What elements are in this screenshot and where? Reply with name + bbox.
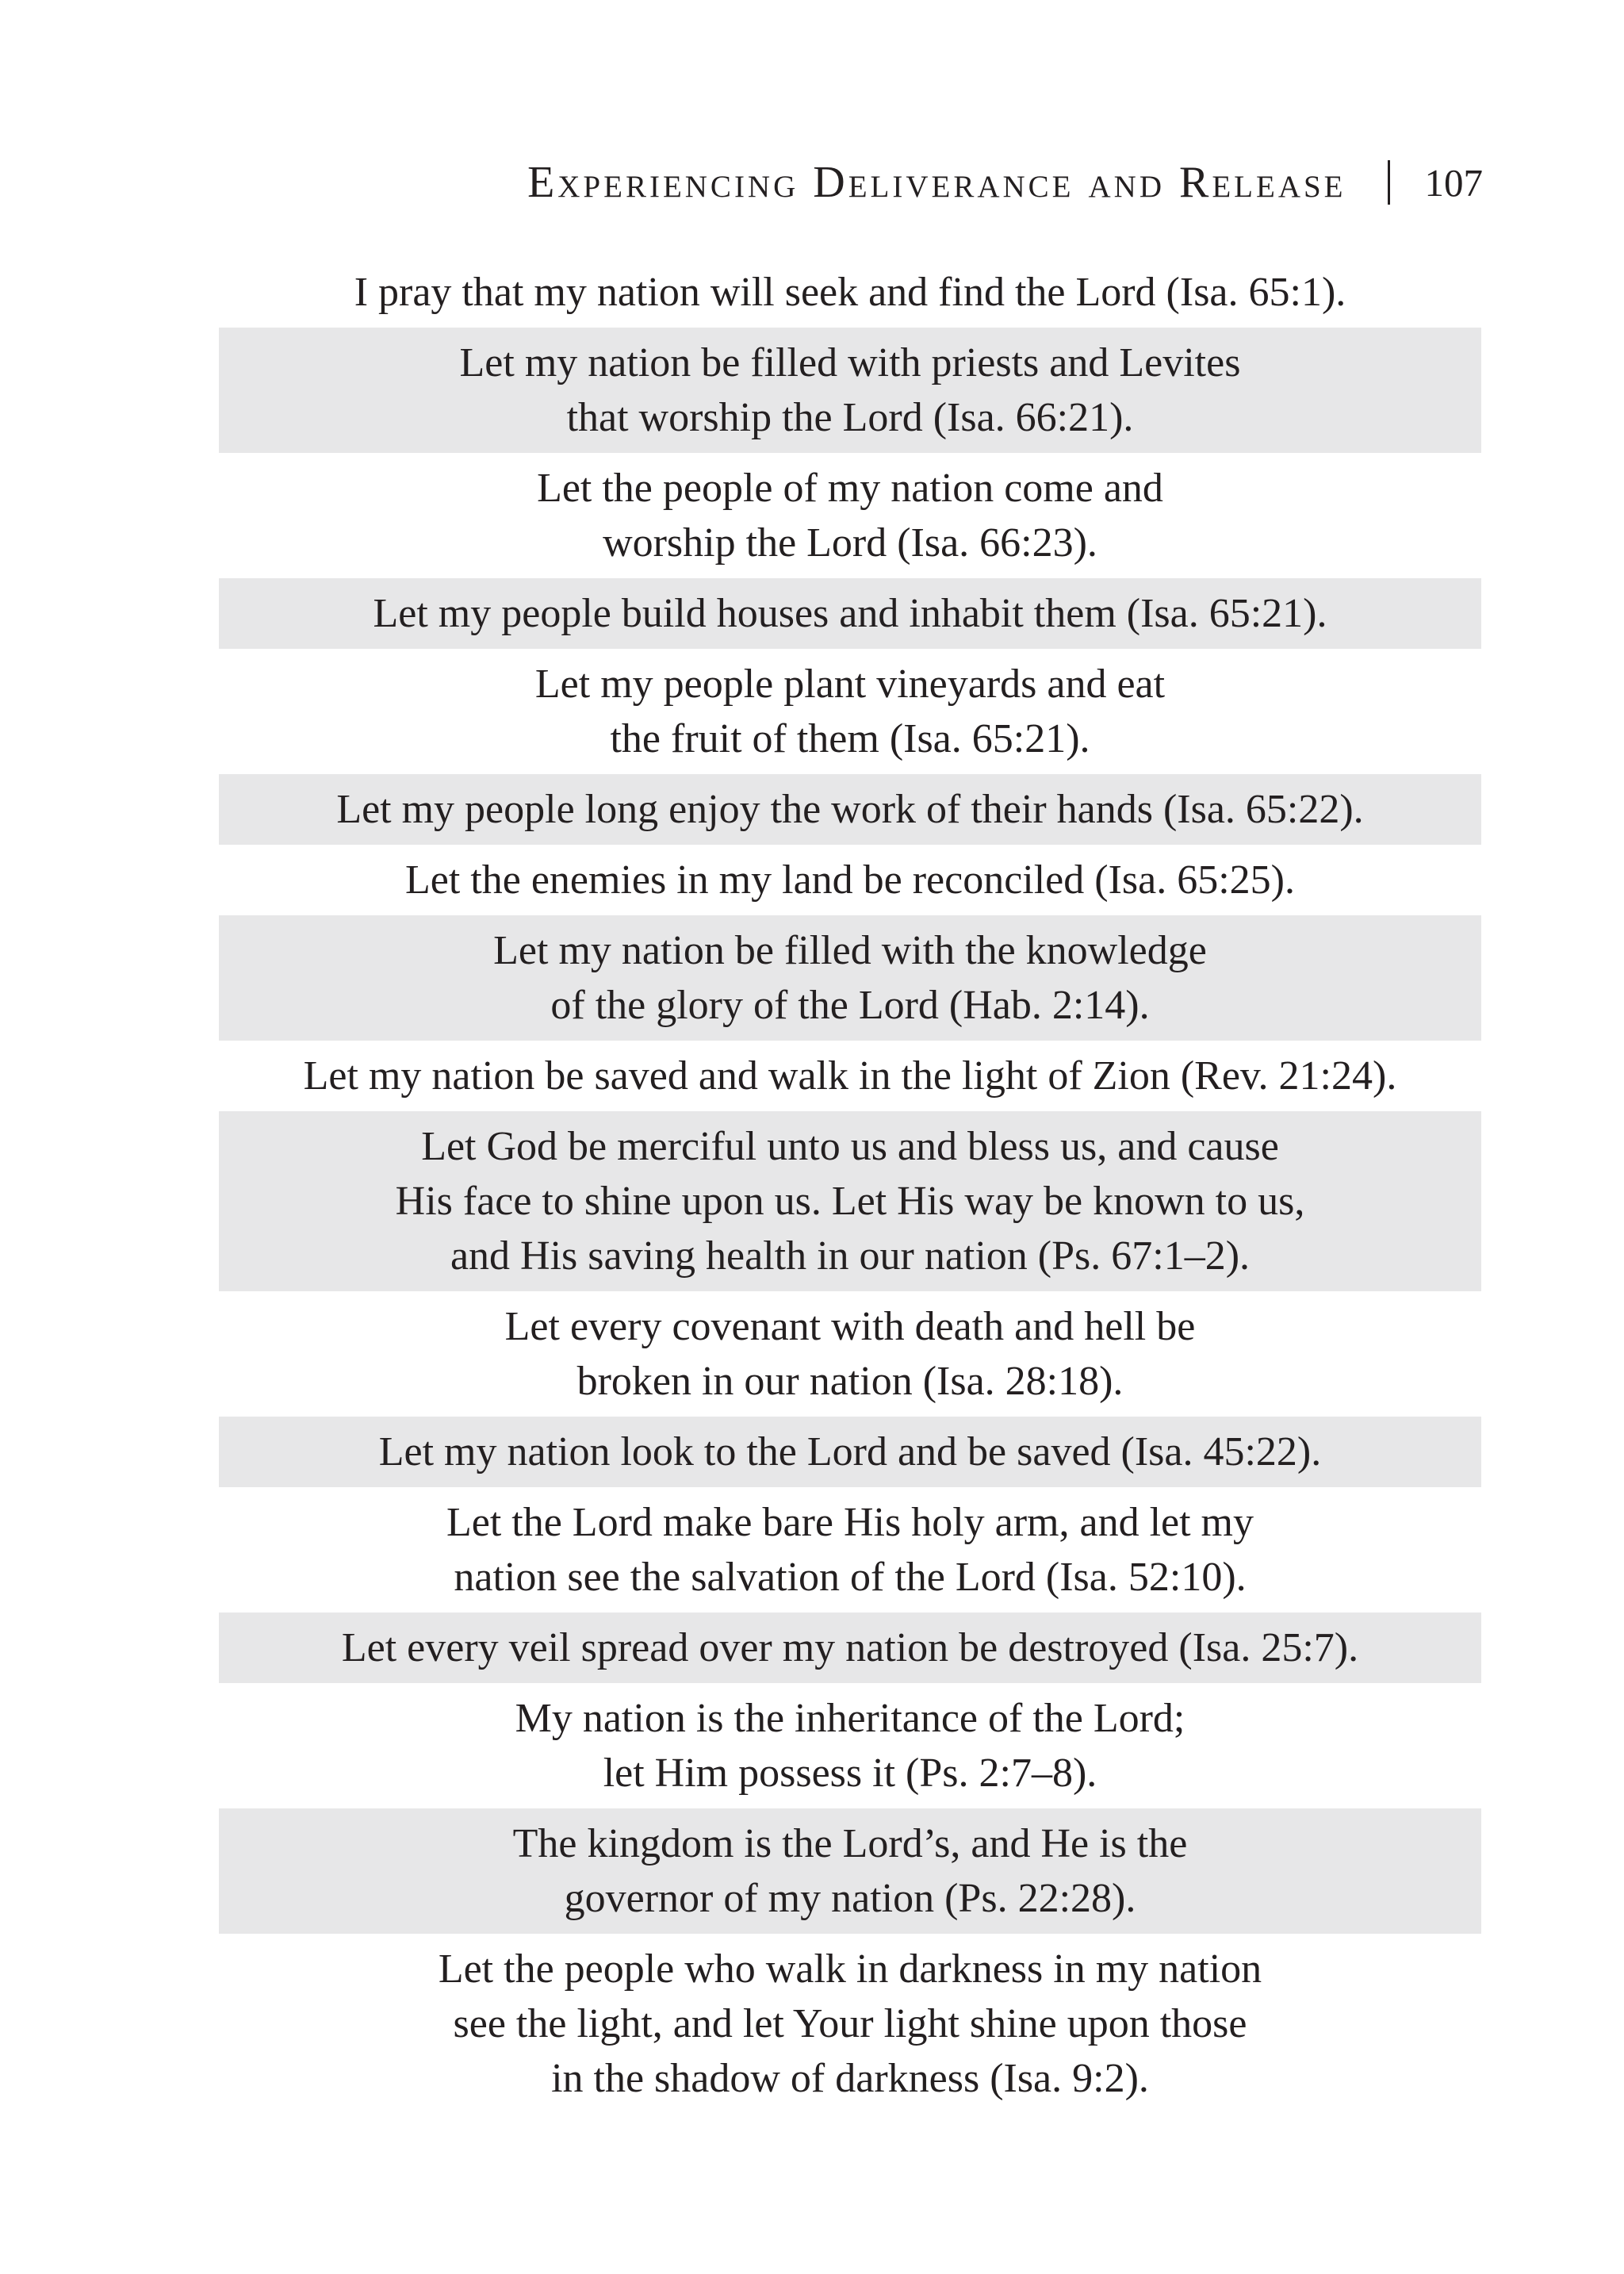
running-title: Experiencing Deliverance and Release (527, 158, 1346, 207)
prayer-item: Let every veil spread over my nation be destroyed (Isa. 25:7). (219, 1613, 1481, 1683)
prayer-item: Let every covenant with death and hell be broken in our nation (Isa. 28:18). (504, 1304, 1196, 1404)
prayer-item: Let the enemies in my land be reconciled (Isa. 65:25). (405, 857, 1295, 903)
prayer-item: Let my nation be saved and walk in the light of Zion (Rev. 21:24). (303, 1053, 1397, 1099)
header-separator (1388, 160, 1390, 205)
page-number: 107 (1424, 160, 1483, 205)
prayer-item: Let the people of my nation come and worship the Lord (Isa. 66:23). (537, 466, 1163, 566)
prayer-item: Let the Lord make bare His holy arm, and let my nation see the salvation of the Lord (Isa. 52:10). (446, 1500, 1254, 1600)
prayer-item: Let my people long enjoy the work of their hands (Isa. 65:22). (219, 774, 1481, 845)
running-head (527, 151, 1483, 214)
prayer-item: Let the people who walk in darkness in my nation see the light, and let Your light shine upon those in the shadow of darkness (Isa. 9:2). (438, 1946, 1262, 2101)
prayer-item: Let my nation be filled with priests and Levites that worship the Lord (Isa. 66:21). (219, 328, 1481, 453)
prayer-item: Let my nation look to the Lord and be saved (Isa. 45:22). (219, 1417, 1481, 1487)
prayer-item: Let my people build houses and inhabit them (Isa. 65:21). (219, 578, 1481, 649)
prayer-item: Let my people plant vineyards and eat the fruit of them (Isa. 65:21). (534, 661, 1166, 761)
prayer-item: Let my nation be filled with the knowledge of the glory of the Lord (Hab. 2:14). (219, 915, 1481, 1041)
prayer-item: I pray that my nation will seek and find the Lord (Isa. 65:1). (354, 270, 1346, 315)
prayer-item: Let God be merciful unto us and bless us, and cause His face to shine upon us. Let His way be known to us, and His saving health in our nation (Ps. 67:1–2). (219, 1111, 1481, 1291)
prayer-item: The kingdom is the Lord’s, and He is the governor of my nation (Ps. 22:28). (219, 1808, 1481, 1934)
prayer-list (219, 257, 1481, 2114)
prayer-item: My nation is the inheritance of the Lord; let Him possess it (Ps. 2:7–8). (515, 1696, 1185, 1796)
